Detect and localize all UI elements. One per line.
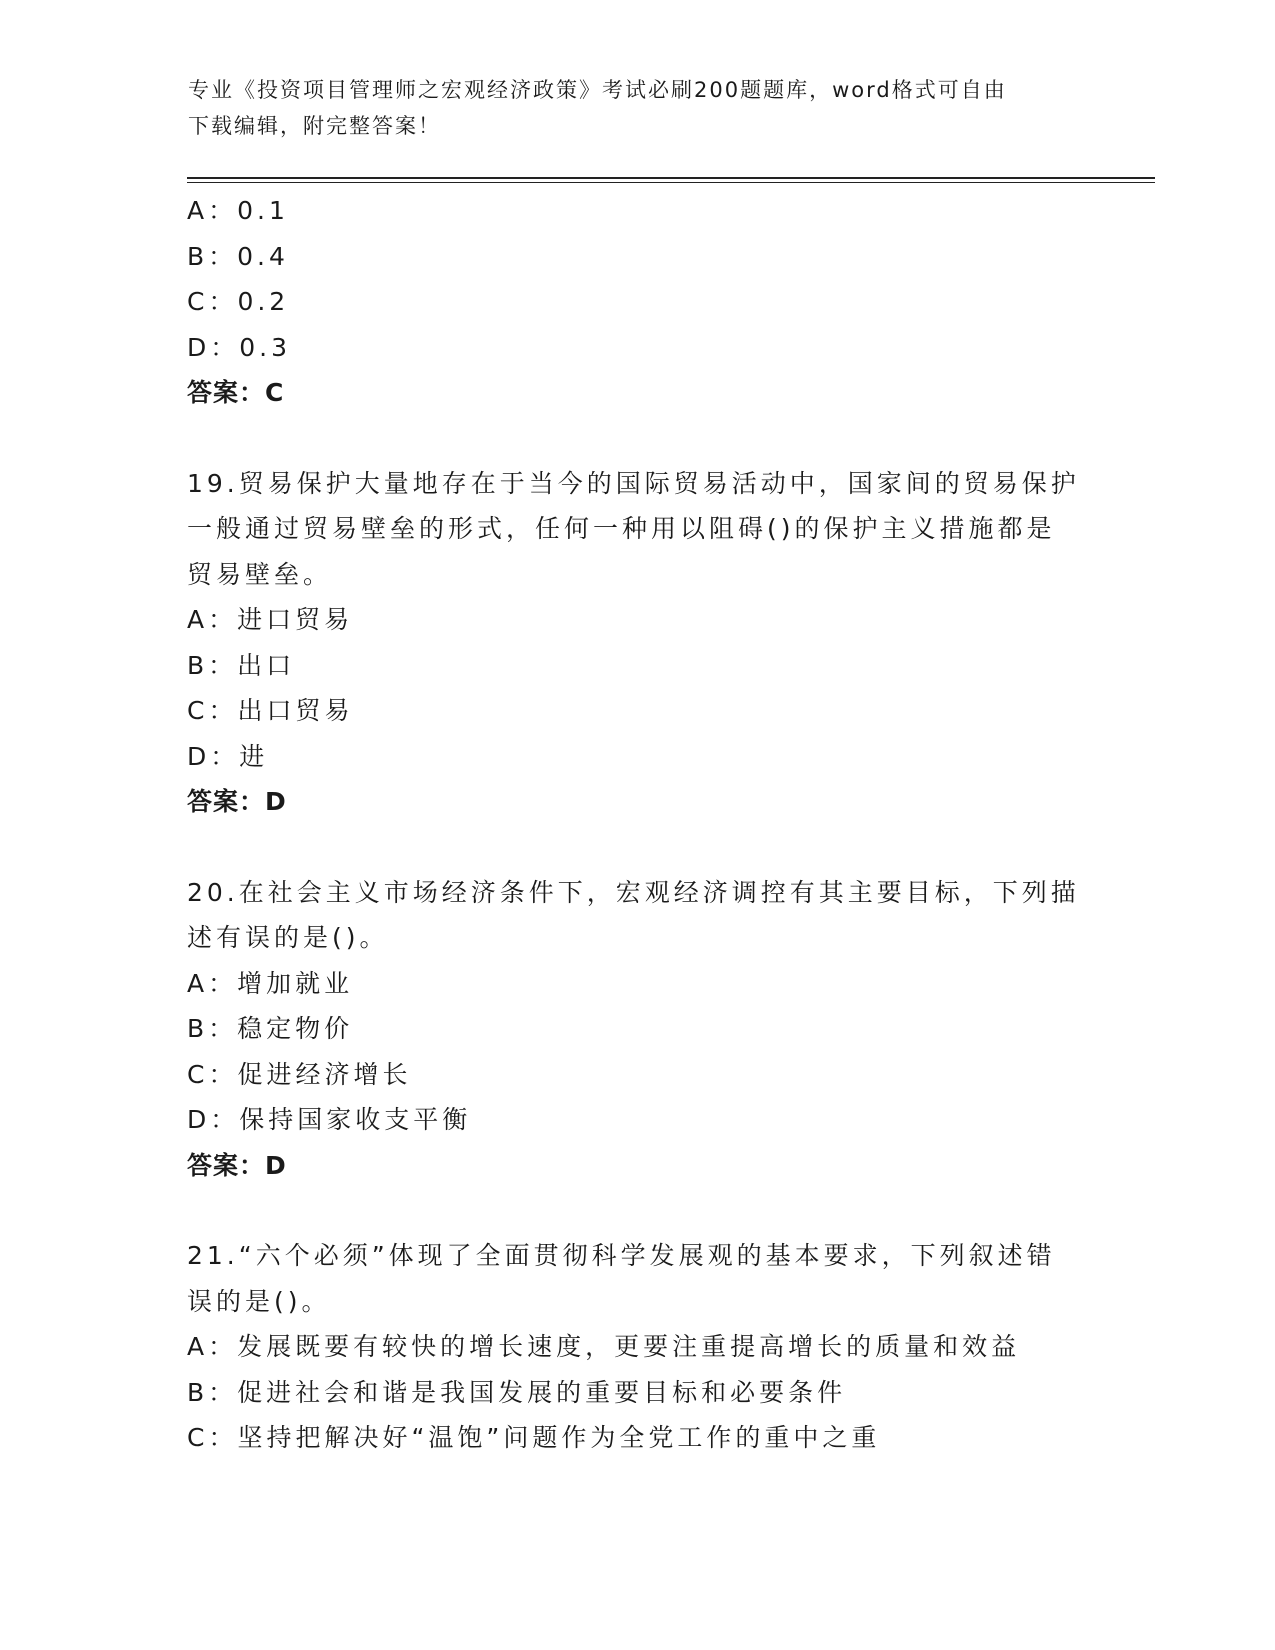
option-a: A：增加就业 [187,968,354,998]
option-c: C：促进经济增长 [187,1059,412,1089]
header-divider-thick [187,177,1155,179]
question-21 [187,1233,1087,1461]
answer: 答案：D [187,787,287,816]
document-header [188,72,1088,144]
option-d: D：0.3 [187,332,292,362]
option-d: D：保持国家收支平衡 [187,1105,472,1134]
question-text-line: 19.贸易保护大量地存在于当今的国际贸易活动中，国家间的贸易保护 [187,468,1080,498]
option-b: B：0.4 [187,241,289,271]
option-a: A：进口贸易 [187,605,354,634]
option-c: C：0.2 [187,287,290,316]
option-b: B：出口 [187,650,296,680]
answer: 答案：D [187,1150,287,1180]
question-text-line: 述有误的是()。 [187,923,389,952]
answer: 答案：C [187,378,285,407]
option-a: A：0.1 [187,196,289,225]
option-c: C：坚持把解决好“温饱”问题作为全党工作的重中之重 [187,1423,881,1452]
question-18-tail [187,188,1087,416]
header-line-1: 专业《投资项目管理师之宏观经济政策》考试必刷200题题库，word格式可自由 [188,78,1007,102]
option-d: D：进 [187,741,269,771]
question-text-line: 一般通过贸易壁垒的形式，任何一种用以阻碍()的保护主义措施都是 [187,514,1056,543]
question-text-line: 21.“六个必须”体现了全面贯彻科学发展观的基本要求，下列叙述错 [187,1241,1056,1270]
document-content [187,188,1087,1461]
question-20 [187,870,1087,1189]
question-text-line: 贸易壁垒。 [187,559,333,589]
question-19 [187,461,1087,825]
option-b: B：稳定物价 [187,1014,354,1043]
option-b: B：促进社会和谐是我国发展的重要目标和必要条件 [187,1377,847,1407]
header-line-2: 下载编辑，附完整答案！ [188,114,441,138]
option-a: A：发展既要有较快的增长速度，更要注重提高增长的质量和效益 [187,1332,1021,1361]
question-text-line: 20.在社会主义市场经济条件下，宏观经济调控有其主要目标，下列描 [187,877,1080,907]
header-divider-thin [187,182,1155,183]
option-c: C：出口贸易 [187,696,354,725]
question-text-line: 误的是()。 [187,1286,331,1316]
